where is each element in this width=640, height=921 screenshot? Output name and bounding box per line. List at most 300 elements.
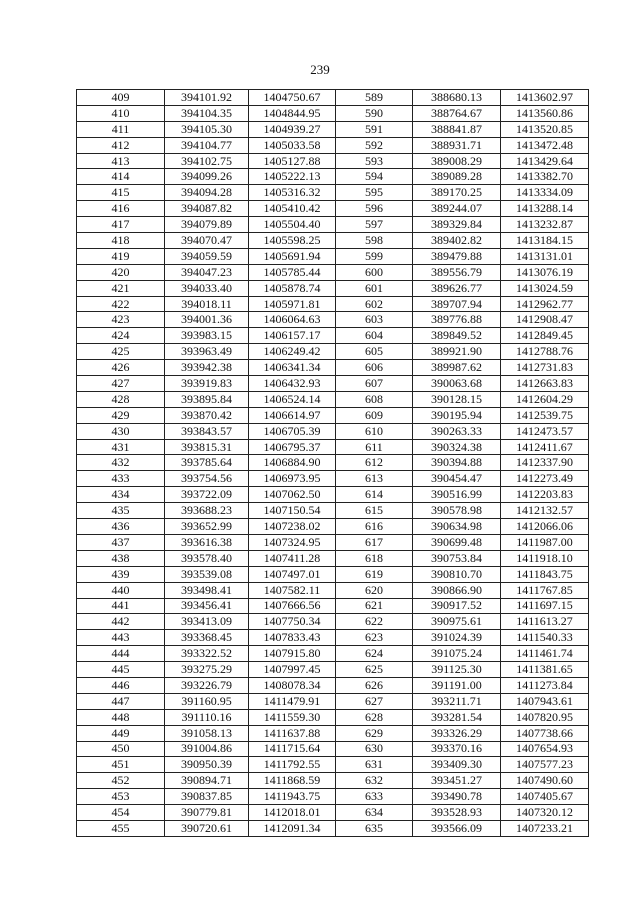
point-number-left: 433 bbox=[77, 471, 165, 487]
y-coordinate-left: 1407062.50 bbox=[249, 487, 336, 503]
x-coordinate-right: 393566.09 bbox=[413, 820, 501, 836]
x-coordinate-right: 388764.67 bbox=[413, 105, 501, 121]
point-number-right: 621 bbox=[336, 598, 413, 614]
table-row bbox=[77, 598, 589, 614]
y-coordinate-left: 1406064.63 bbox=[249, 312, 336, 328]
x-coordinate-left: 393963.49 bbox=[165, 344, 249, 360]
point-number-right: 631 bbox=[336, 757, 413, 773]
x-coordinate-left: 393942.38 bbox=[165, 360, 249, 376]
table-row bbox=[77, 248, 589, 264]
point-number-right: 605 bbox=[336, 344, 413, 360]
table-row bbox=[77, 820, 589, 836]
x-coordinate-left: 394102.75 bbox=[165, 153, 249, 169]
y-coordinate-left: 1404844.95 bbox=[249, 105, 336, 121]
table-row bbox=[77, 217, 589, 233]
x-coordinate-right: 389244.07 bbox=[413, 201, 501, 217]
y-coordinate-left: 1411479.91 bbox=[249, 693, 336, 709]
x-coordinate-right: 389329.84 bbox=[413, 217, 501, 233]
point-number-left: 426 bbox=[77, 360, 165, 376]
x-coordinate-left: 391004.86 bbox=[165, 741, 249, 757]
x-coordinate-right: 389921.90 bbox=[413, 344, 501, 360]
x-coordinate-right: 390917.52 bbox=[413, 598, 501, 614]
point-number-left: 411 bbox=[77, 121, 165, 137]
y-coordinate-right: 1407654.93 bbox=[501, 741, 589, 757]
x-coordinate-right: 393370.16 bbox=[413, 741, 501, 757]
x-coordinate-right: 393281.54 bbox=[413, 709, 501, 725]
y-coordinate-left: 1411943.75 bbox=[249, 789, 336, 805]
y-coordinate-right: 1413076.19 bbox=[501, 264, 589, 280]
table-row bbox=[77, 646, 589, 662]
point-number-right: 590 bbox=[336, 105, 413, 121]
x-coordinate-right: 390810.70 bbox=[413, 566, 501, 582]
y-coordinate-left: 1406705.39 bbox=[249, 423, 336, 439]
y-coordinate-left: 1406341.34 bbox=[249, 360, 336, 376]
y-coordinate-left: 1407238.02 bbox=[249, 519, 336, 535]
x-coordinate-left: 393413.09 bbox=[165, 614, 249, 630]
x-coordinate-left: 394001.36 bbox=[165, 312, 249, 328]
y-coordinate-left: 1405127.88 bbox=[249, 153, 336, 169]
point-number-left: 425 bbox=[77, 344, 165, 360]
x-coordinate-right: 393409.30 bbox=[413, 757, 501, 773]
x-coordinate-left: 390894.71 bbox=[165, 773, 249, 789]
point-number-right: 608 bbox=[336, 391, 413, 407]
y-coordinate-right: 1413334.09 bbox=[501, 185, 589, 201]
point-number-right: 597 bbox=[336, 217, 413, 233]
x-coordinate-left: 393498.41 bbox=[165, 582, 249, 598]
y-coordinate-left: 1406432.93 bbox=[249, 376, 336, 392]
point-number-right: 610 bbox=[336, 423, 413, 439]
table-row bbox=[77, 185, 589, 201]
y-coordinate-right: 1412337.90 bbox=[501, 455, 589, 471]
y-coordinate-right: 1411381.65 bbox=[501, 662, 589, 678]
point-number-right: 589 bbox=[336, 90, 413, 106]
point-number-left: 446 bbox=[77, 677, 165, 693]
x-coordinate-left: 394094.28 bbox=[165, 185, 249, 201]
point-number-left: 451 bbox=[77, 757, 165, 773]
y-coordinate-right: 1407490.60 bbox=[501, 773, 589, 789]
y-coordinate-right: 1411273.84 bbox=[501, 677, 589, 693]
table-row bbox=[77, 582, 589, 598]
point-number-left: 424 bbox=[77, 328, 165, 344]
y-coordinate-left: 1407324.95 bbox=[249, 534, 336, 550]
x-coordinate-right: 391191.00 bbox=[413, 677, 501, 693]
table-row bbox=[77, 360, 589, 376]
x-coordinate-right: 390394.88 bbox=[413, 455, 501, 471]
point-number-right: 595 bbox=[336, 185, 413, 201]
y-coordinate-left: 1406884.90 bbox=[249, 455, 336, 471]
y-coordinate-right: 1412132.57 bbox=[501, 503, 589, 519]
x-coordinate-right: 390195.94 bbox=[413, 407, 501, 423]
point-number-right: 593 bbox=[336, 153, 413, 169]
y-coordinate-left: 1405504.40 bbox=[249, 217, 336, 233]
y-coordinate-left: 1412091.34 bbox=[249, 820, 336, 836]
point-number-left: 414 bbox=[77, 169, 165, 185]
coordinates-table-body bbox=[77, 90, 589, 837]
x-coordinate-left: 394018.11 bbox=[165, 296, 249, 312]
y-coordinate-left: 1411559.30 bbox=[249, 709, 336, 725]
table-row bbox=[77, 534, 589, 550]
point-number-right: 628 bbox=[336, 709, 413, 725]
y-coordinate-left: 1411715.64 bbox=[249, 741, 336, 757]
x-coordinate-right: 389008.29 bbox=[413, 153, 501, 169]
point-number-left: 453 bbox=[77, 789, 165, 805]
y-coordinate-left: 1406157.17 bbox=[249, 328, 336, 344]
point-number-left: 418 bbox=[77, 233, 165, 249]
x-coordinate-left: 394104.77 bbox=[165, 137, 249, 153]
table-row bbox=[77, 471, 589, 487]
table-row bbox=[77, 757, 589, 773]
point-number-left: 435 bbox=[77, 503, 165, 519]
y-coordinate-right: 1413602.97 bbox=[501, 90, 589, 106]
y-coordinate-left: 1407666.56 bbox=[249, 598, 336, 614]
point-number-right: 622 bbox=[336, 614, 413, 630]
y-coordinate-left: 1404750.67 bbox=[249, 90, 336, 106]
y-coordinate-left: 1407582.11 bbox=[249, 582, 336, 598]
point-number-left: 423 bbox=[77, 312, 165, 328]
y-coordinate-right: 1412962.77 bbox=[501, 296, 589, 312]
x-coordinate-left: 393226.79 bbox=[165, 677, 249, 693]
y-coordinate-right: 1411767.85 bbox=[501, 582, 589, 598]
table-row bbox=[77, 344, 589, 360]
y-coordinate-left: 1407497.01 bbox=[249, 566, 336, 582]
y-coordinate-right: 1413472.48 bbox=[501, 137, 589, 153]
point-number-left: 445 bbox=[77, 662, 165, 678]
x-coordinate-left: 393688.23 bbox=[165, 503, 249, 519]
point-number-right: 600 bbox=[336, 264, 413, 280]
y-coordinate-right: 1412731.83 bbox=[501, 360, 589, 376]
y-coordinate-right: 1407943.61 bbox=[501, 693, 589, 709]
x-coordinate-left: 390779.81 bbox=[165, 805, 249, 821]
point-number-left: 416 bbox=[77, 201, 165, 217]
x-coordinate-right: 391125.30 bbox=[413, 662, 501, 678]
y-coordinate-left: 1407997.45 bbox=[249, 662, 336, 678]
x-coordinate-left: 394104.35 bbox=[165, 105, 249, 121]
x-coordinate-right: 390454.47 bbox=[413, 471, 501, 487]
table-row bbox=[77, 519, 589, 535]
point-number-right: 619 bbox=[336, 566, 413, 582]
y-coordinate-left: 1405033.58 bbox=[249, 137, 336, 153]
y-coordinate-left: 1405878.74 bbox=[249, 280, 336, 296]
y-coordinate-right: 1412066.06 bbox=[501, 519, 589, 535]
y-coordinate-left: 1405222.13 bbox=[249, 169, 336, 185]
y-coordinate-right: 1413288.14 bbox=[501, 201, 589, 217]
y-coordinate-left: 1407915.80 bbox=[249, 646, 336, 662]
x-coordinate-right: 388680.13 bbox=[413, 90, 501, 106]
x-coordinate-left: 393616.38 bbox=[165, 534, 249, 550]
y-coordinate-right: 1412539.75 bbox=[501, 407, 589, 423]
y-coordinate-right: 1413024.59 bbox=[501, 280, 589, 296]
point-number-left: 420 bbox=[77, 264, 165, 280]
x-coordinate-left: 391160.95 bbox=[165, 693, 249, 709]
y-coordinate-right: 1411613.27 bbox=[501, 614, 589, 630]
table-row bbox=[77, 789, 589, 805]
point-number-left: 436 bbox=[77, 519, 165, 535]
y-coordinate-right: 1413232.87 bbox=[501, 217, 589, 233]
table-row bbox=[77, 137, 589, 153]
table-row bbox=[77, 201, 589, 217]
table-row bbox=[77, 169, 589, 185]
x-coordinate-left: 393785.64 bbox=[165, 455, 249, 471]
table-row bbox=[77, 741, 589, 757]
y-coordinate-left: 1405691.94 bbox=[249, 248, 336, 264]
coordinates-table bbox=[76, 89, 589, 837]
x-coordinate-left: 394033.40 bbox=[165, 280, 249, 296]
point-number-right: 630 bbox=[336, 741, 413, 757]
table-row bbox=[77, 566, 589, 582]
y-coordinate-left: 1405785.44 bbox=[249, 264, 336, 280]
x-coordinate-right: 389849.52 bbox=[413, 328, 501, 344]
table-row bbox=[77, 709, 589, 725]
x-coordinate-left: 393983.15 bbox=[165, 328, 249, 344]
point-number-right: 614 bbox=[336, 487, 413, 503]
y-coordinate-left: 1407833.43 bbox=[249, 630, 336, 646]
point-number-left: 415 bbox=[77, 185, 165, 201]
table-row bbox=[77, 105, 589, 121]
y-coordinate-left: 1405410.42 bbox=[249, 201, 336, 217]
y-coordinate-right: 1407820.95 bbox=[501, 709, 589, 725]
y-coordinate-left: 1407750.34 bbox=[249, 614, 336, 630]
table-row bbox=[77, 423, 589, 439]
page-number: 239 bbox=[310, 62, 330, 77]
x-coordinate-left: 391110.16 bbox=[165, 709, 249, 725]
point-number-left: 449 bbox=[77, 725, 165, 741]
y-coordinate-right: 1407320.12 bbox=[501, 805, 589, 821]
x-coordinate-right: 393490.78 bbox=[413, 789, 501, 805]
y-coordinate-right: 1413520.85 bbox=[501, 121, 589, 137]
table-row bbox=[77, 773, 589, 789]
x-coordinate-left: 393539.08 bbox=[165, 566, 249, 582]
y-coordinate-right: 1412203.83 bbox=[501, 487, 589, 503]
table-row bbox=[77, 503, 589, 519]
point-number-left: 443 bbox=[77, 630, 165, 646]
x-coordinate-left: 393843.57 bbox=[165, 423, 249, 439]
y-coordinate-right: 1411987.00 bbox=[501, 534, 589, 550]
y-coordinate-right: 1411843.75 bbox=[501, 566, 589, 582]
point-number-left: 430 bbox=[77, 423, 165, 439]
table-row bbox=[77, 614, 589, 630]
point-number-right: 609 bbox=[336, 407, 413, 423]
point-number-right: 632 bbox=[336, 773, 413, 789]
table-row bbox=[77, 233, 589, 249]
point-number-right: 615 bbox=[336, 503, 413, 519]
x-coordinate-right: 388931.71 bbox=[413, 137, 501, 153]
x-coordinate-left: 394070.47 bbox=[165, 233, 249, 249]
x-coordinate-right: 390699.48 bbox=[413, 534, 501, 550]
x-coordinate-right: 390063.68 bbox=[413, 376, 501, 392]
y-coordinate-left: 1412018.01 bbox=[249, 805, 336, 821]
point-number-right: 606 bbox=[336, 360, 413, 376]
x-coordinate-left: 394105.30 bbox=[165, 121, 249, 137]
y-coordinate-left: 1407150.54 bbox=[249, 503, 336, 519]
point-number-left: 413 bbox=[77, 153, 165, 169]
table-row bbox=[77, 296, 589, 312]
y-coordinate-right: 1407577.23 bbox=[501, 757, 589, 773]
y-coordinate-right: 1411540.33 bbox=[501, 630, 589, 646]
x-coordinate-left: 390837.85 bbox=[165, 789, 249, 805]
x-coordinate-left: 394099.26 bbox=[165, 169, 249, 185]
y-coordinate-left: 1407411.28 bbox=[249, 550, 336, 566]
x-coordinate-left: 393456.41 bbox=[165, 598, 249, 614]
x-coordinate-right: 389776.88 bbox=[413, 312, 501, 328]
point-number-left: 417 bbox=[77, 217, 165, 233]
point-number-left: 409 bbox=[77, 90, 165, 106]
y-coordinate-right: 1412908.47 bbox=[501, 312, 589, 328]
point-number-right: 616 bbox=[336, 519, 413, 535]
point-number-right: 627 bbox=[336, 693, 413, 709]
x-coordinate-right: 389089.28 bbox=[413, 169, 501, 185]
point-number-right: 634 bbox=[336, 805, 413, 821]
x-coordinate-left: 393322.52 bbox=[165, 646, 249, 662]
point-number-right: 599 bbox=[336, 248, 413, 264]
y-coordinate-left: 1404939.27 bbox=[249, 121, 336, 137]
y-coordinate-right: 1407738.66 bbox=[501, 725, 589, 741]
x-coordinate-right: 390578.98 bbox=[413, 503, 501, 519]
point-number-right: 607 bbox=[336, 376, 413, 392]
point-number-left: 432 bbox=[77, 455, 165, 471]
x-coordinate-right: 390634.98 bbox=[413, 519, 501, 535]
x-coordinate-left: 393652.99 bbox=[165, 519, 249, 535]
x-coordinate-right: 393528.93 bbox=[413, 805, 501, 821]
point-number-right: 601 bbox=[336, 280, 413, 296]
point-number-right: 612 bbox=[336, 455, 413, 471]
x-coordinate-left: 393870.42 bbox=[165, 407, 249, 423]
y-coordinate-right: 1411918.10 bbox=[501, 550, 589, 566]
y-coordinate-left: 1411637.88 bbox=[249, 725, 336, 741]
point-number-right: 592 bbox=[336, 137, 413, 153]
x-coordinate-left: 390720.61 bbox=[165, 820, 249, 836]
y-coordinate-right: 1407405.67 bbox=[501, 789, 589, 805]
x-coordinate-right: 390516.99 bbox=[413, 487, 501, 503]
point-number-right: 625 bbox=[336, 662, 413, 678]
x-coordinate-left: 393919.83 bbox=[165, 376, 249, 392]
table-row bbox=[77, 439, 589, 455]
point-number-left: 439 bbox=[77, 566, 165, 582]
point-number-left: 412 bbox=[77, 137, 165, 153]
y-coordinate-right: 1413131.01 bbox=[501, 248, 589, 264]
point-number-left: 454 bbox=[77, 805, 165, 821]
point-number-left: 428 bbox=[77, 391, 165, 407]
point-number-left: 429 bbox=[77, 407, 165, 423]
table-row bbox=[77, 693, 589, 709]
point-number-left: 440 bbox=[77, 582, 165, 598]
x-coordinate-right: 390324.38 bbox=[413, 439, 501, 455]
point-number-right: 635 bbox=[336, 820, 413, 836]
x-coordinate-left: 391058.13 bbox=[165, 725, 249, 741]
point-number-right: 623 bbox=[336, 630, 413, 646]
x-coordinate-right: 389987.62 bbox=[413, 360, 501, 376]
y-coordinate-left: 1411868.59 bbox=[249, 773, 336, 789]
y-coordinate-left: 1406614.97 bbox=[249, 407, 336, 423]
y-coordinate-right: 1413429.64 bbox=[501, 153, 589, 169]
point-number-right: 602 bbox=[336, 296, 413, 312]
y-coordinate-left: 1406795.37 bbox=[249, 439, 336, 455]
y-coordinate-right: 1413382.70 bbox=[501, 169, 589, 185]
table-row bbox=[77, 153, 589, 169]
y-coordinate-right: 1412788.76 bbox=[501, 344, 589, 360]
x-coordinate-right: 390753.84 bbox=[413, 550, 501, 566]
table-row bbox=[77, 805, 589, 821]
x-coordinate-left: 394101.92 bbox=[165, 90, 249, 106]
point-number-right: 626 bbox=[336, 677, 413, 693]
y-coordinate-right: 1412663.83 bbox=[501, 376, 589, 392]
x-coordinate-left: 393578.40 bbox=[165, 550, 249, 566]
x-coordinate-right: 393211.71 bbox=[413, 693, 501, 709]
y-coordinate-right: 1412411.67 bbox=[501, 439, 589, 455]
y-coordinate-right: 1412273.49 bbox=[501, 471, 589, 487]
x-coordinate-left: 394059.59 bbox=[165, 248, 249, 264]
y-coordinate-right: 1411461.74 bbox=[501, 646, 589, 662]
y-coordinate-left: 1405316.32 bbox=[249, 185, 336, 201]
table-row bbox=[77, 677, 589, 693]
y-coordinate-left: 1408078.34 bbox=[249, 677, 336, 693]
x-coordinate-right: 389170.25 bbox=[413, 185, 501, 201]
y-coordinate-right: 1413560.86 bbox=[501, 105, 589, 121]
x-coordinate-right: 389556.79 bbox=[413, 264, 501, 280]
point-number-left: 421 bbox=[77, 280, 165, 296]
point-number-left: 422 bbox=[77, 296, 165, 312]
table-row bbox=[77, 630, 589, 646]
point-number-right: 624 bbox=[336, 646, 413, 662]
x-coordinate-right: 390263.33 bbox=[413, 423, 501, 439]
y-coordinate-left: 1406249.42 bbox=[249, 344, 336, 360]
table-row bbox=[77, 725, 589, 741]
point-number-left: 410 bbox=[77, 105, 165, 121]
point-number-left: 447 bbox=[77, 693, 165, 709]
point-number-right: 629 bbox=[336, 725, 413, 741]
y-coordinate-left: 1411792.55 bbox=[249, 757, 336, 773]
y-coordinate-right: 1407233.21 bbox=[501, 820, 589, 836]
x-coordinate-left: 390950.39 bbox=[165, 757, 249, 773]
y-coordinate-right: 1411697.15 bbox=[501, 598, 589, 614]
x-coordinate-left: 393815.31 bbox=[165, 439, 249, 455]
table-row bbox=[77, 264, 589, 280]
table-row bbox=[77, 312, 589, 328]
point-number-right: 617 bbox=[336, 534, 413, 550]
x-coordinate-right: 390128.15 bbox=[413, 391, 501, 407]
table-row bbox=[77, 487, 589, 503]
x-coordinate-right: 389479.88 bbox=[413, 248, 501, 264]
table-row bbox=[77, 455, 589, 471]
point-number-right: 603 bbox=[336, 312, 413, 328]
x-coordinate-left: 393368.45 bbox=[165, 630, 249, 646]
table-row bbox=[77, 328, 589, 344]
x-coordinate-right: 388841.87 bbox=[413, 121, 501, 137]
point-number-left: 444 bbox=[77, 646, 165, 662]
x-coordinate-left: 394079.89 bbox=[165, 217, 249, 233]
point-number-left: 452 bbox=[77, 773, 165, 789]
y-coordinate-right: 1413184.15 bbox=[501, 233, 589, 249]
x-coordinate-right: 389626.77 bbox=[413, 280, 501, 296]
y-coordinate-right: 1412849.45 bbox=[501, 328, 589, 344]
y-coordinate-left: 1405971.81 bbox=[249, 296, 336, 312]
point-number-right: 633 bbox=[336, 789, 413, 805]
y-coordinate-left: 1406973.95 bbox=[249, 471, 336, 487]
point-number-left: 450 bbox=[77, 741, 165, 757]
point-number-right: 591 bbox=[336, 121, 413, 137]
point-number-left: 438 bbox=[77, 550, 165, 566]
point-number-right: 596 bbox=[336, 201, 413, 217]
x-coordinate-left: 393722.09 bbox=[165, 487, 249, 503]
x-coordinate-right: 391075.24 bbox=[413, 646, 501, 662]
y-coordinate-right: 1412473.57 bbox=[501, 423, 589, 439]
table-row bbox=[77, 407, 589, 423]
point-number-left: 434 bbox=[77, 487, 165, 503]
point-number-left: 441 bbox=[77, 598, 165, 614]
x-coordinate-right: 389402.82 bbox=[413, 233, 501, 249]
point-number-left: 455 bbox=[77, 820, 165, 836]
x-coordinate-right: 390866.90 bbox=[413, 582, 501, 598]
x-coordinate-left: 393275.29 bbox=[165, 662, 249, 678]
